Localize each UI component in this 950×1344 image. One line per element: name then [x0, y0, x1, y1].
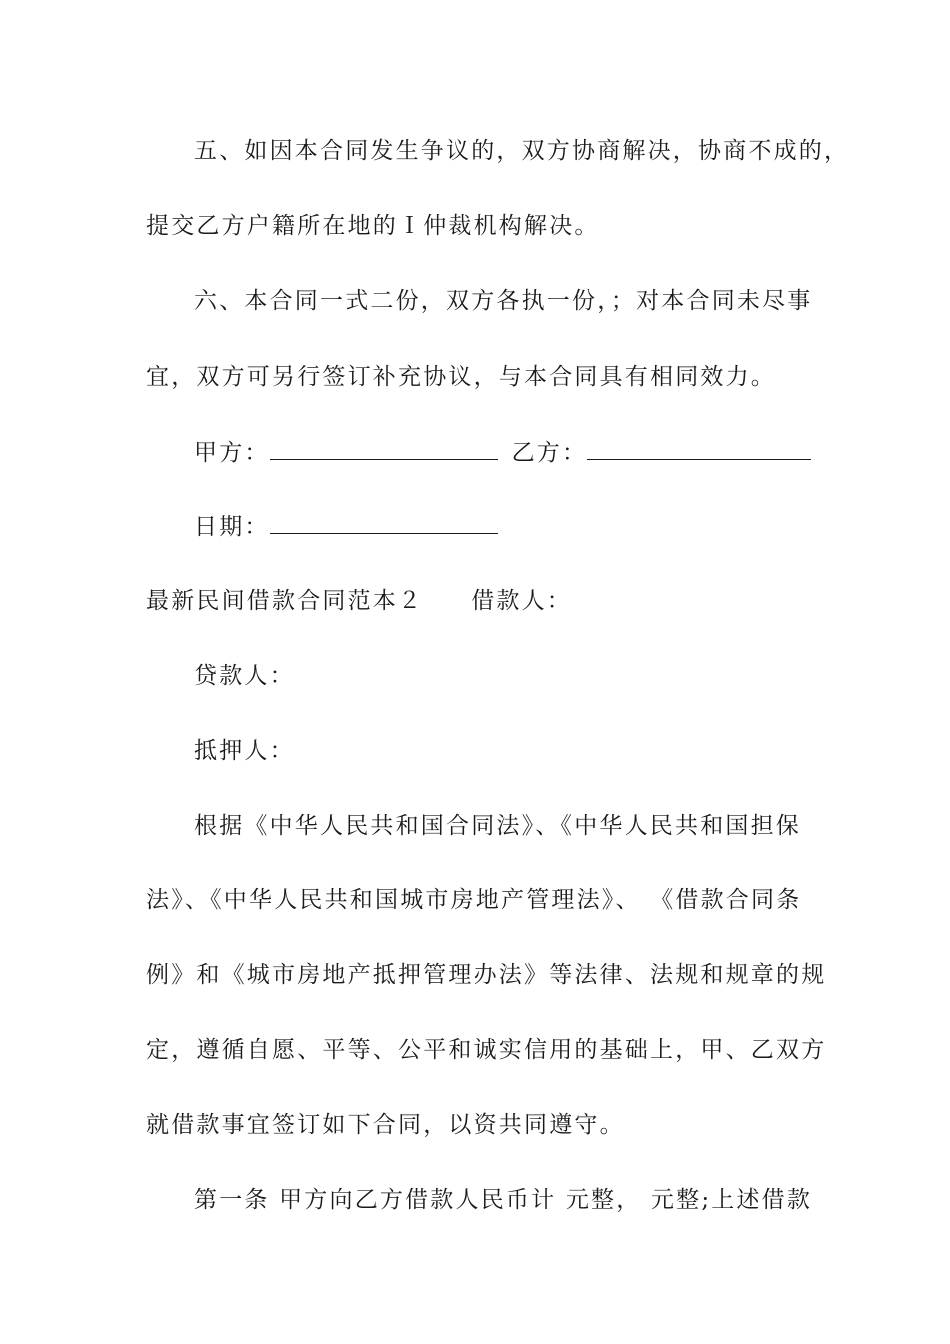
party-a-label: 甲方： [194, 440, 270, 466]
section-title: 最新民间借款合同范本２ [146, 588, 424, 614]
basis-line-2: 法》、《中华人民共和国城市房地产管理法》、 《借款合同条 [146, 887, 802, 913]
basis-line-1: 根据《中华人民共和国合同法》、《中华人民共和国担保 [194, 813, 801, 839]
lender-label: 贷款人： [194, 663, 295, 689]
party-a-blank [270, 437, 498, 460]
clause-6-line-2: 宜，双方可另行签订补充协议，与本合同具有相同效力。 [146, 364, 776, 390]
section-title-line [146, 586, 572, 616]
signature-line-date [194, 511, 498, 542]
article-1-line-1: 第一条 甲方向乙方借款人民币计 元整， 元整;上述借款 [194, 1187, 813, 1213]
signature-line-parties [194, 437, 811, 468]
basis-line-4: 定，遵循自愿、平等、公平和诚实信用的基础上，甲、乙双方 [146, 1037, 827, 1063]
basis-line-5: 就借款事宜签订如下合同，以资共同遵守。 [146, 1112, 625, 1138]
clause-5-line-1: 五、如因本合同发生争议的，双方协商解决，协商不成的， [194, 138, 850, 164]
party-b-blank [587, 437, 811, 460]
date-label: 日期： [194, 514, 270, 540]
party-b-label: 乙方： [511, 440, 588, 466]
date-blank [270, 511, 498, 534]
borrower-label: 借款人： [471, 588, 573, 614]
clause-5-line-2: 提交乙方户籍所在地的Ｉ仲裁机构解决。 [146, 213, 600, 239]
clause-6-line-1: 六、本合同一式二份，双方各执一份，；对本合同未尽事 [194, 288, 813, 314]
mortgagor-label: 抵押人： [194, 738, 295, 764]
basis-line-3: 例》和《城市房地产抵押管理办法》等法律、法规和规章的规 [146, 962, 827, 988]
